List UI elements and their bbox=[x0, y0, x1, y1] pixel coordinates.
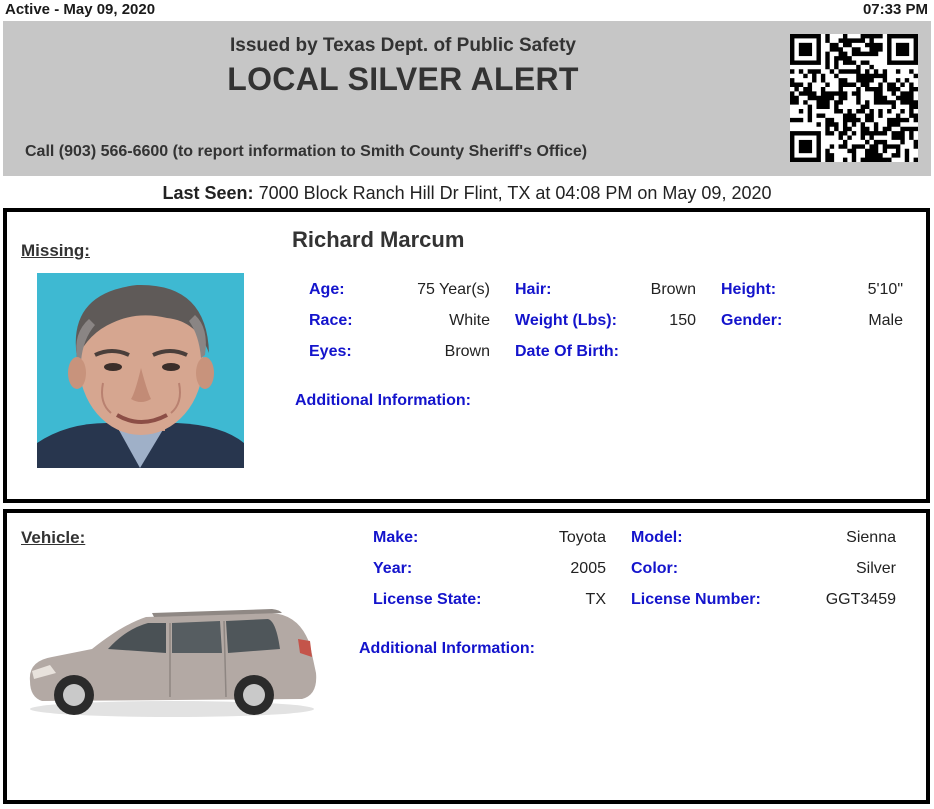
color-label: Color: bbox=[631, 560, 679, 577]
license-number-value: GGT3459 bbox=[825, 591, 896, 608]
missing-person-panel bbox=[3, 208, 930, 503]
eyes-label: Eyes: bbox=[309, 343, 352, 360]
missing-person-photo bbox=[37, 273, 244, 468]
missing-additional-info-label: Additional Information: bbox=[295, 392, 471, 409]
eyes-value: Brown bbox=[444, 343, 490, 360]
weight-value: 150 bbox=[669, 312, 696, 329]
hair-label: Hair: bbox=[515, 281, 552, 298]
license-state-label: License State: bbox=[373, 591, 482, 608]
make-value: Toyota bbox=[558, 529, 606, 546]
vehicle-additional-info-label: Additional Information: bbox=[359, 640, 535, 657]
hair-value: Brown bbox=[650, 281, 696, 298]
height-label: Height: bbox=[721, 281, 777, 298]
alert-title: LOCAL SILVER ALERT bbox=[227, 61, 579, 97]
race-label: Race: bbox=[309, 312, 353, 329]
license-number-label: License Number: bbox=[631, 591, 761, 608]
make-label: Make: bbox=[373, 529, 419, 546]
vehicle-section-label: Vehicle: bbox=[21, 528, 86, 547]
missing-person-name: Richard Marcum bbox=[292, 227, 465, 252]
missing-section-label: Missing: bbox=[21, 241, 90, 260]
last-seen-label: Last Seen: bbox=[162, 183, 254, 203]
year-label: Year: bbox=[373, 560, 413, 577]
status-date: Active - May 09, 2020 bbox=[5, 1, 156, 18]
age-value: 75 Year(s) bbox=[417, 281, 490, 298]
gender-value: Male bbox=[868, 312, 903, 329]
weight-label: Weight (Lbs): bbox=[515, 312, 617, 329]
top-status-line bbox=[0, 0, 934, 20]
race-value: White bbox=[449, 312, 490, 329]
year-value: 2005 bbox=[570, 560, 606, 577]
model-value: Sienna bbox=[846, 529, 896, 546]
license-state-value: TX bbox=[585, 591, 606, 608]
vehicle-photo bbox=[22, 561, 322, 776]
issuing-agency: Issued by Texas Dept. of Public Safety bbox=[230, 35, 576, 56]
alert-banner bbox=[3, 21, 931, 176]
last-seen-line bbox=[0, 183, 934, 204]
issue-time: 07:33 PM bbox=[862, 1, 928, 18]
qr-code-icon[interactable] bbox=[790, 34, 918, 162]
model-label: Model: bbox=[631, 529, 683, 546]
height-value: 5'10" bbox=[867, 281, 903, 298]
age-label: Age: bbox=[309, 281, 345, 298]
color-value: Silver bbox=[855, 560, 896, 577]
dob-label: Date Of Birth: bbox=[515, 343, 619, 360]
report-phone-line: Call (903) 566-6600 (to report information to Smith County Sheriff's Office) bbox=[25, 143, 588, 160]
vehicle-panel bbox=[3, 509, 930, 804]
last-seen-text: 7000 Block Ranch Hill Dr Flint, TX at 04:08 PM on May 09, 2020 bbox=[258, 183, 772, 203]
gender-label: Gender: bbox=[721, 312, 783, 329]
